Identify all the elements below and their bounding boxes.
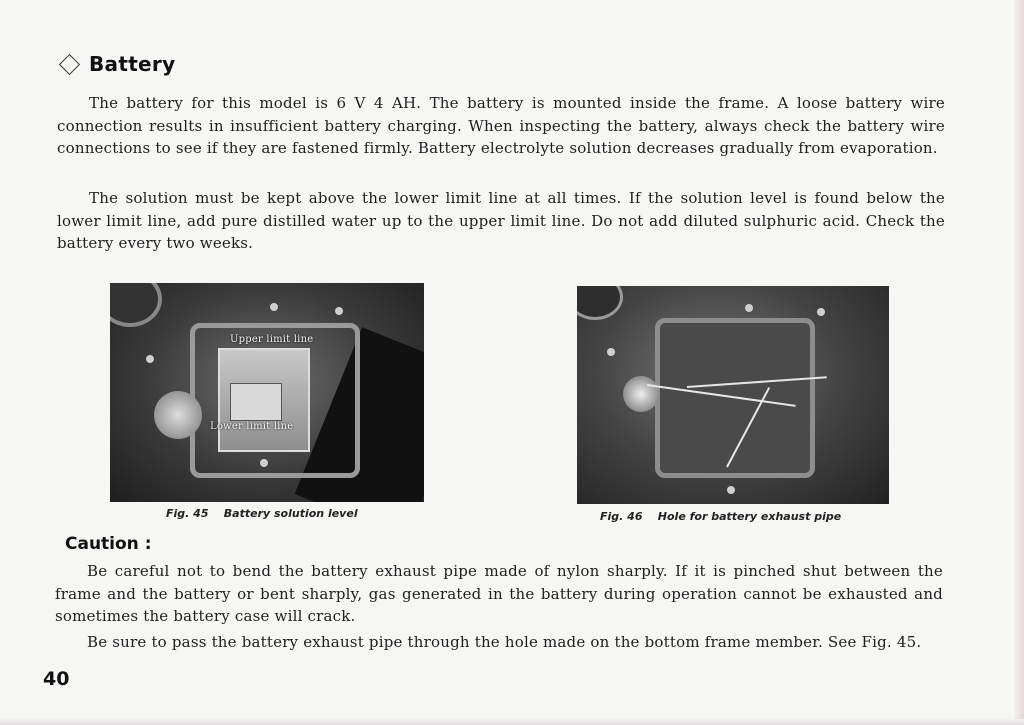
page-number: 40 bbox=[43, 668, 70, 690]
page-edge-bottom bbox=[0, 719, 1024, 725]
photo-detail bbox=[745, 304, 753, 312]
figure-46-photo bbox=[577, 286, 889, 504]
photo-detail bbox=[110, 283, 162, 327]
figure-46-caption: Fig. 46 Hole for battery exhaust pipe bbox=[600, 510, 842, 523]
photo-detail bbox=[607, 348, 615, 356]
photo-detail bbox=[270, 303, 278, 311]
figure-45-caption: Fig. 45 Battery solution level bbox=[166, 507, 358, 520]
lower-limit-label: Lower limit line bbox=[210, 421, 294, 432]
photo-detail bbox=[260, 459, 268, 467]
body-paragraph-1: The battery for this model is 6 V 4 AH. The battery is mounted inside the frame. A loose battery wire connection results in insufficient battery charging. When inspecting the battery, always check the battery wire connections to see if they are fastened firmly. Battery electrolyte solution decreases gradually from evaporation. bbox=[57, 94, 945, 157]
page-edge-right bbox=[1014, 0, 1024, 725]
photo-detail bbox=[335, 307, 343, 315]
figure-45-photo bbox=[110, 283, 424, 502]
photo-detail bbox=[146, 355, 154, 363]
photo-detail bbox=[230, 383, 282, 421]
photo-detail bbox=[623, 376, 659, 412]
caution-paragraph-1: Be careful not to bend the battery exhaust pipe made of nylon sharply. If it is pinched shut between the frame and the battery or bent sharply, gas generated in the battery during operation cannot be exhausted and sometimes the battery case will crack. bbox=[55, 562, 943, 625]
photo-detail bbox=[154, 391, 202, 439]
upper-limit-label: Upper limit line bbox=[230, 334, 314, 345]
heading-title: Battery bbox=[89, 52, 176, 76]
photo-detail bbox=[727, 486, 735, 494]
photo-detail bbox=[577, 286, 623, 320]
caution-paragraph-2: Be sure to pass the battery exhaust pipe through the hole made on the bottom frame member. See Fig. 45. bbox=[87, 633, 922, 651]
photo-detail bbox=[817, 308, 825, 316]
section-heading bbox=[58, 52, 175, 76]
diamond-bullet-icon bbox=[59, 53, 80, 74]
caution-title: Caution : bbox=[65, 534, 152, 554]
body-paragraph-2: The solution must be kept above the lower limit line at all times. If the solution level is found below the lower limit line, add pure distilled water up to the upper limit line. Do not add diluted sulphuric acid. Check the battery every two weeks. bbox=[57, 189, 945, 252]
